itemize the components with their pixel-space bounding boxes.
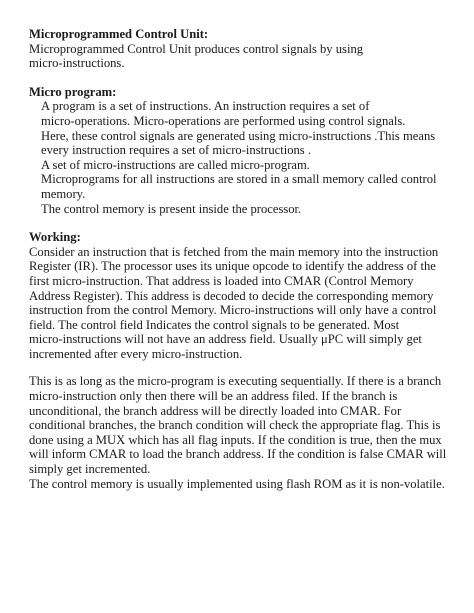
text-line: Consider an instruction that is fetched from the main memory into the instruction	[29, 244, 439, 259]
text-line: instruction from the control Memory. Micro-instructions will only have a control	[29, 303, 437, 318]
text-line: Here, these control signals are generated using micro-instructions .This means	[41, 128, 436, 143]
text-line: memory.	[41, 186, 86, 201]
text-line: Microprogrammed Control Unit produces control signals by using	[29, 41, 364, 56]
text-line: The control memory is present inside the processor.	[41, 201, 302, 216]
text-line: micro-instructions will not have an address field. Usually μPC will simply get	[29, 332, 422, 347]
working-paragraph-1	[29, 245, 459, 362]
section2-paragraph	[29, 99, 459, 216]
text-line: The control memory is usually implemented using flash ROM as it is non-volatile.	[29, 476, 445, 491]
text-line: micro-instructions.	[29, 56, 125, 71]
text-line: Microprograms for all instructions are stored in a small memory called control	[41, 172, 437, 187]
section-heading-microprogrammed-control-unit: Microprogrammed Control Unit:	[29, 27, 209, 41]
section-heading-working: Working:	[29, 230, 81, 245]
working-paragraph-2	[29, 374, 459, 491]
text-line: conditional branches, the branch condition will check the appropriate flag. This is	[29, 418, 441, 433]
text-line: Register (IR). The processor uses its unique opcode to identify the address of the	[29, 259, 436, 274]
text-line: micro-operations. Micro-operations are performed using control signals.	[41, 113, 406, 128]
text-line: incremented after every micro-instruction.	[29, 346, 243, 361]
text-line: A set of micro-instructions are called micro-program.	[41, 157, 310, 172]
section-heading-micro-program: Micro program:	[29, 84, 117, 99]
text-line: will inform CMAR to load the branch address. If the condition is false CMAR will	[29, 447, 447, 462]
text-line: simply get incremented.	[29, 462, 151, 477]
text-line: done using a MUX which has all flag inputs. If the condition is true, then the mux	[29, 432, 442, 447]
document-page	[29, 27, 459, 491]
text-line: every instruction requires a set of micro-instructions .	[41, 143, 311, 158]
text-line: Address Register). This address is decoded to decide the corresponding memory	[29, 288, 434, 303]
text-line: A program is a set of instructions. An instruction requires a set of	[41, 99, 370, 114]
text-line: micro-instruction only then there will be an address filed. If the branch is	[29, 389, 398, 404]
text-line: unconditional, the branch address will be directly loaded into CMAR. For	[29, 403, 402, 418]
text-line: first micro-instruction. That address is loaded into CMAR (Control Memory	[29, 273, 414, 288]
text-line: field. The control field Indicates the control signals to be generated. Most	[29, 317, 400, 332]
text-line: This is as long as the micro-program is executing sequentially. If there is a branch	[29, 374, 442, 389]
section1-paragraph	[29, 42, 459, 71]
